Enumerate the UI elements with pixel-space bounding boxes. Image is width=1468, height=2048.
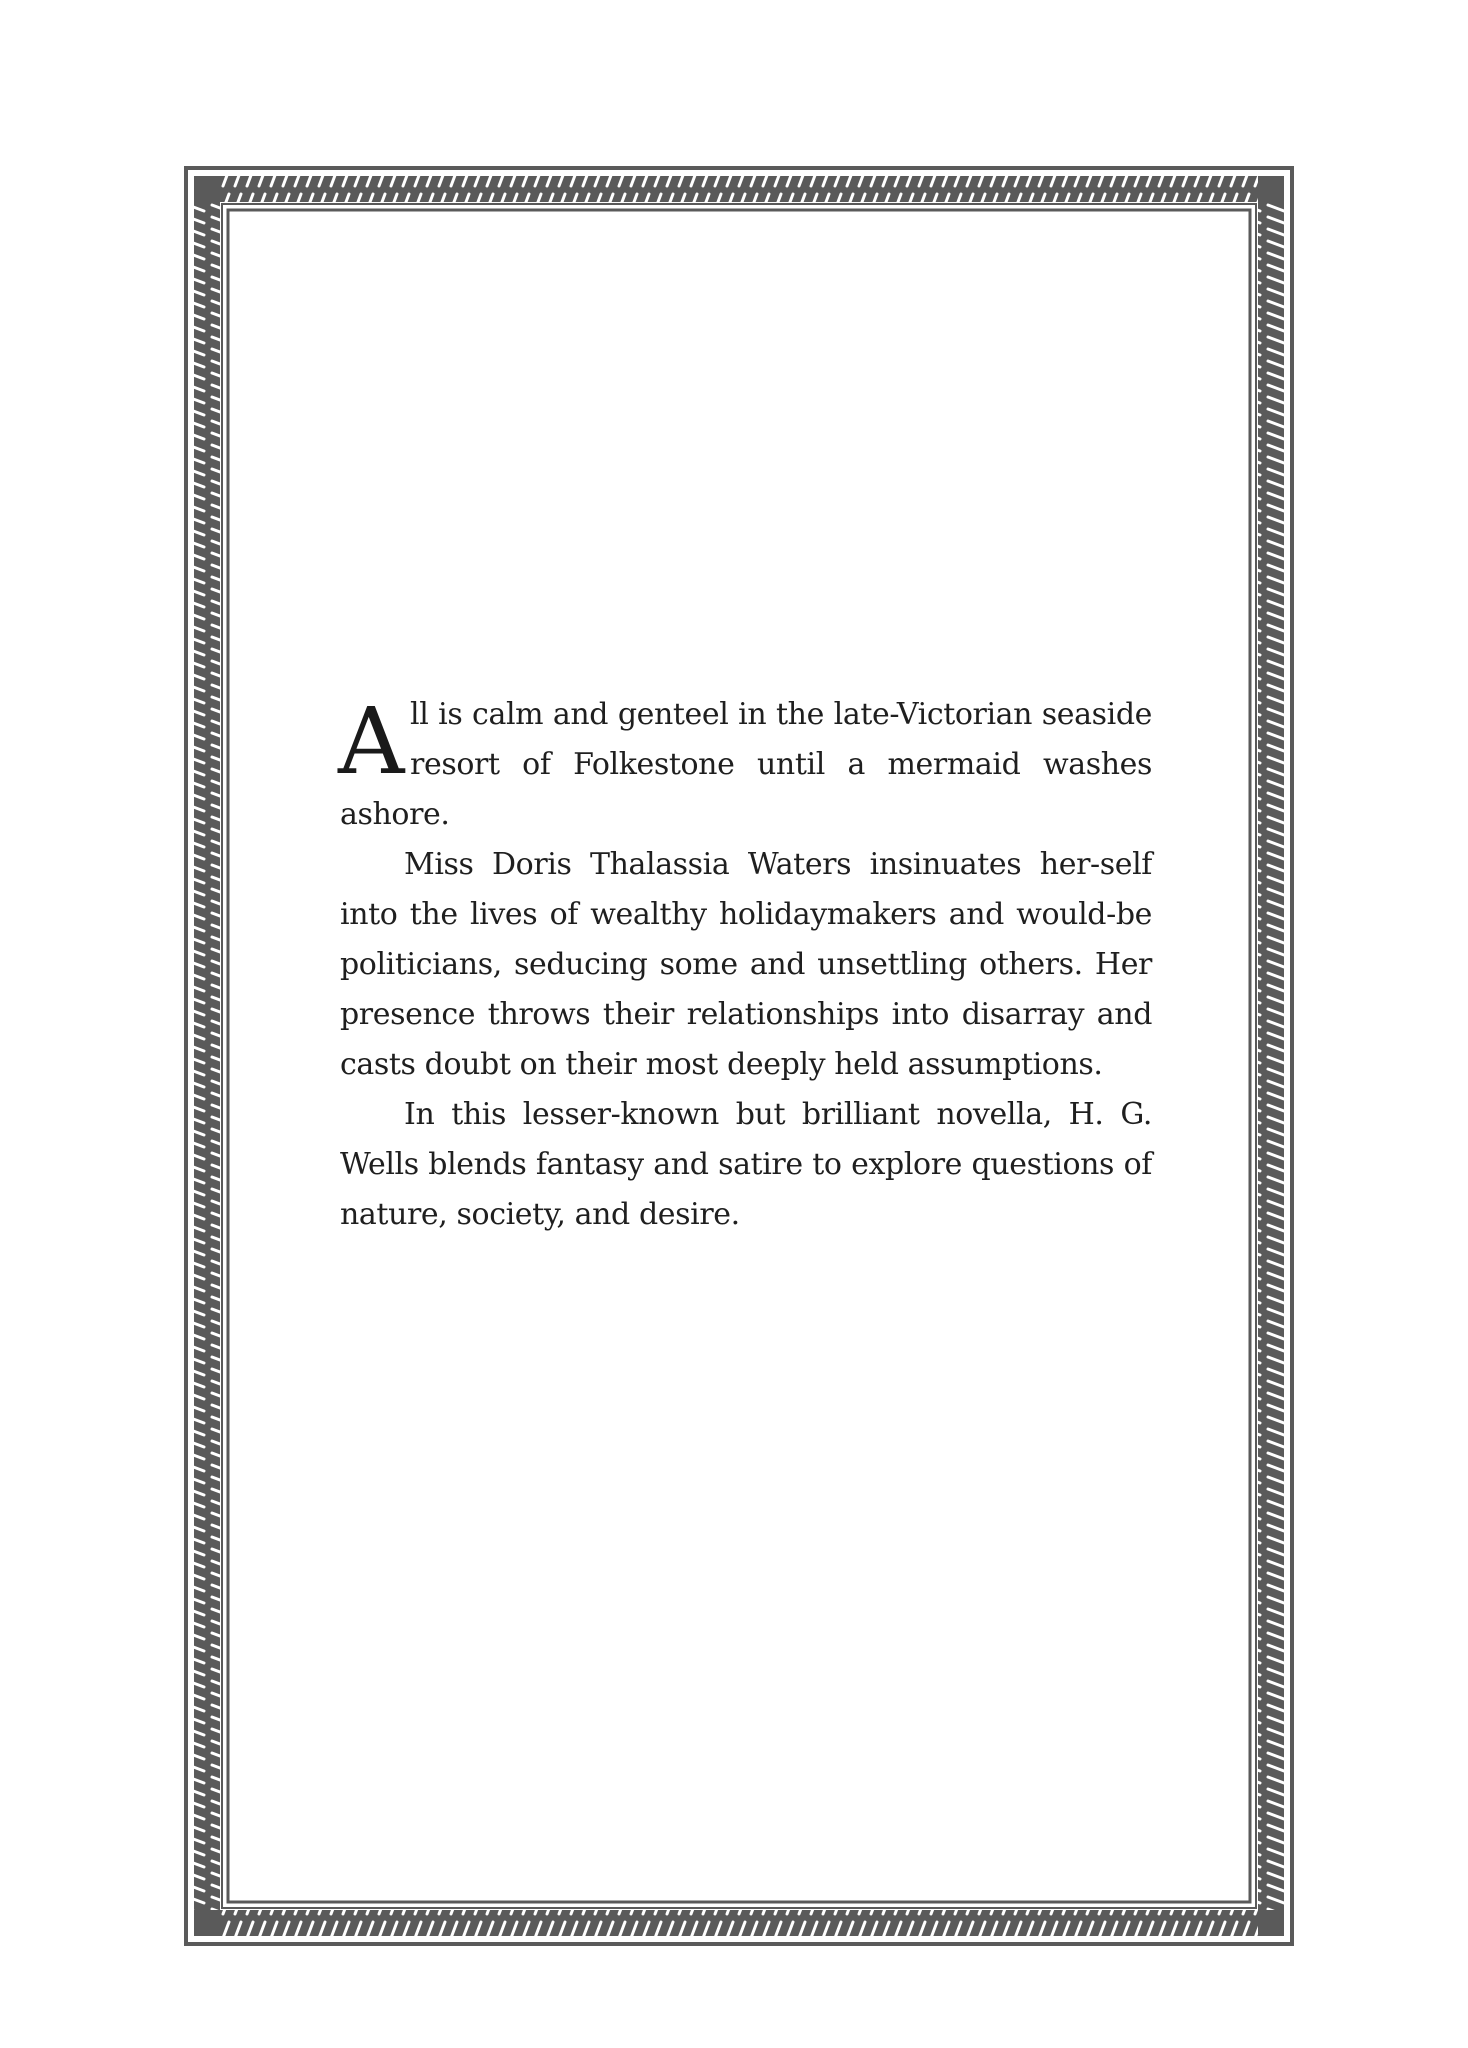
blurb-paragraph-1-text: ll is calm and genteel in the late-Victorian seaside resort of Folkestone until a mermaid washes ashore. — [340, 697, 1152, 832]
drop-cap: A — [338, 688, 405, 795]
blurb-paragraph-2: Miss Doris Thalassia Waters insinuates her-self into the lives of wealthy holidaymakers and would-be politicians, seducing some and unsettling others. Her presence throws their relationships into disarray and casts doubt on their most deeply held assumptions. — [340, 847, 1152, 1082]
book-blurb — [340, 690, 1152, 1240]
blurb-paragraph-1 — [340, 690, 1152, 840]
blurb-paragraph-3: In this lesser-known but brilliant novella, H. G. Wells blends fantasy and satire to explore questions of nature, society, and desire. — [340, 1097, 1152, 1232]
